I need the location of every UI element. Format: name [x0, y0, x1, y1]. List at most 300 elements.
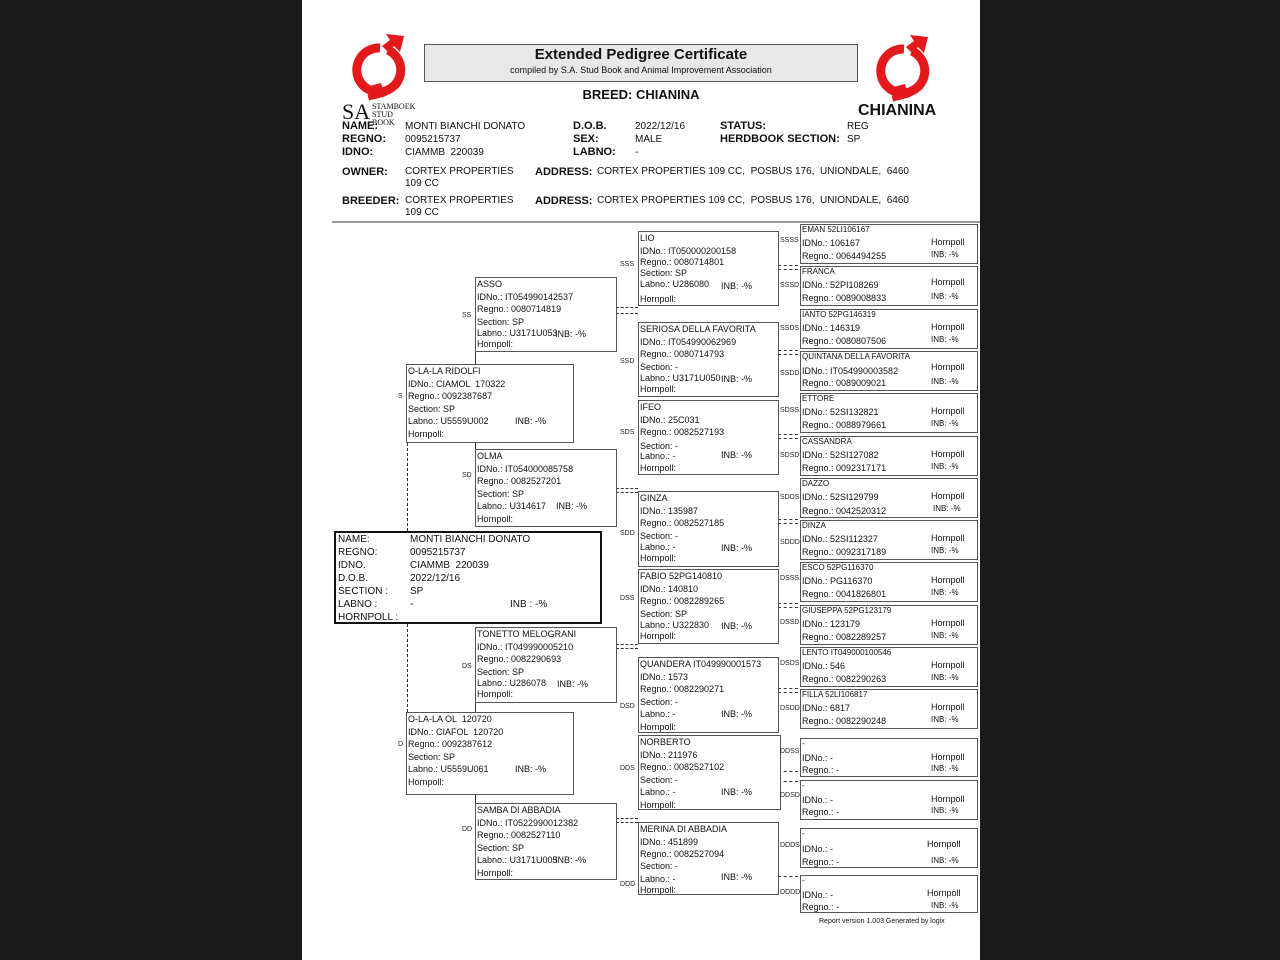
animal-section: Section: SP: [408, 751, 456, 762]
section-divider: [332, 221, 980, 223]
animal-regno: Regno.: -: [802, 765, 840, 775]
animal-inb: INB: -%: [931, 715, 959, 724]
animal-name: O-LA-LA OL 120720: [408, 714, 492, 724]
breeder-address: CORTEX PROPERTIES 109 CC, POSBUS 176, UNIONDALE, 6460: [597, 195, 909, 206]
pedigree-code: S: [398, 393, 403, 400]
animal-name: TONETTO MELOGRANI: [477, 629, 577, 639]
animal-section: Section: SP: [477, 316, 525, 327]
animal-idno: IDNo.: 123179: [802, 619, 861, 629]
animal-inb: INB: -%: [931, 419, 959, 428]
name-value: MONTI BIANCHI DONATO: [405, 121, 526, 132]
connector-line: [616, 488, 638, 489]
animal-hornpoll: Hornpoll: [927, 888, 961, 898]
animal-labno: Labno.: U3171U005: [477, 855, 558, 865]
pedigree-code: DDDS: [780, 842, 800, 849]
breeder-address-label: ADDRESS:: [535, 195, 593, 207]
animal-idno: IDNo.: 140810: [640, 583, 699, 594]
animal-hornpoll: Hornpoll:: [408, 428, 445, 439]
animal-section: Section: SP: [408, 403, 456, 414]
ggp-box-dss: [638, 569, 779, 644]
animal-hornpoll: Hornpoll:: [640, 631, 677, 641]
subject-value: CIAMMB 220039: [410, 560, 489, 571]
animal-name: FRANCA: [802, 267, 835, 276]
connector-line: [616, 492, 638, 493]
gen4-box: [800, 351, 978, 391]
animal-idno: IDNo.: IT050000200158: [640, 245, 737, 256]
animal-hornpoll: Hornpoll:: [408, 776, 445, 787]
animal-regno: Regno.: -: [802, 857, 840, 867]
animal-idno: IDNo.: 106167: [802, 238, 861, 248]
animal-inb: INB: -%: [721, 872, 753, 882]
animal-idno: IDNo.: 211976: [640, 749, 698, 760]
gen4-box: [800, 647, 978, 687]
animal-name: QUINTANA DELLA FAVORITA: [802, 352, 911, 361]
animal-labno: Labno.: U322830: [640, 620, 710, 630]
pedigree-code: SD: [462, 472, 472, 479]
animal-labno: Labno.: U314617: [477, 501, 547, 511]
certificate-subtitle: compiled by S.A. Stud Book and Animal Improvement Association: [510, 65, 772, 75]
animal-name: DINZA: [802, 521, 826, 530]
animal-regno: Regno.: -: [802, 807, 840, 817]
animal-section: Section: -: [640, 530, 679, 541]
connector-line: [778, 688, 798, 689]
animal-name: -: [802, 739, 805, 748]
certificate-title: Extended Pedigree Certificate: [534, 46, 748, 63]
owner-address-label: ADDRESS:: [535, 166, 593, 178]
sa-letters: SA: [342, 99, 371, 124]
animal-idno: IDNo.: -: [802, 795, 834, 805]
pedigree-code: DDS: [620, 765, 635, 772]
gen4-box: [800, 309, 978, 349]
animal-labno: Labno.: U3171U050: [640, 373, 721, 383]
animal-hornpoll: Hornpoll:: [640, 799, 677, 810]
animal-idno: IDNo.: 52SI129799: [802, 492, 879, 502]
animal-labno: Labno.: U286078: [477, 678, 547, 688]
animal-name: FABIO 52PG140810: [640, 571, 723, 581]
animal-hornpoll: Hornpoll: [931, 618, 965, 628]
ggp-box-ddd: [638, 822, 779, 895]
animal-idno: IDNo.: IT049990005210: [477, 641, 574, 652]
animal-regno: Regno.: 0092317171: [802, 463, 887, 473]
connector-line: [778, 607, 798, 608]
animal-name: ESCO 52PG116370: [802, 563, 874, 572]
animal-inb: INB: -%: [555, 329, 587, 339]
subject-value: SP: [410, 586, 424, 597]
animal-regno: Regno.: 0082290693: [477, 654, 562, 664]
regno-value: 0095215737: [405, 134, 461, 145]
animal-section: Section: SP: [477, 842, 525, 853]
owner-label: OWNER:: [342, 166, 388, 178]
owner-name-line2: 109 CC: [405, 178, 439, 189]
animal-regno: Regno.: 0082527193: [640, 427, 725, 437]
gen4-box: [800, 520, 978, 560]
animal-regno: Regno.: 0089008833: [802, 293, 887, 303]
ggp-box-sss: [638, 231, 779, 306]
pedigree-code: SSD: [620, 358, 635, 365]
animal-idno: IDNo.: 546: [802, 661, 846, 671]
pedigree-code: SDDD: [780, 539, 800, 546]
connector-line: [778, 519, 798, 520]
animal-regno: Regno.: 0080807506: [802, 336, 887, 346]
animal-inb: INB: -%: [931, 764, 959, 773]
dob-value: 2022/12/16: [635, 121, 686, 132]
breeder-name-line2: 109 CC: [405, 207, 439, 218]
animal-idno: IDNo.: -: [802, 890, 834, 900]
animal-regno: Regno.: 0088979661: [802, 420, 887, 430]
connector-line: [778, 692, 798, 693]
connector-line: [616, 818, 638, 819]
animal-hornpoll: Hornpoll:: [640, 384, 677, 394]
subject-key: LABNO :: [338, 599, 378, 610]
pedigree-code: SS: [462, 312, 472, 319]
subject-key: D.O.B.: [338, 573, 369, 584]
ggp-box-dds: [638, 735, 781, 810]
studbook-text: STUD BOOK: [372, 110, 395, 127]
breed-heading: BREED: CHIANINA: [582, 87, 700, 102]
animal-regno: Regno.: 0080714793: [640, 349, 725, 359]
animal-regno: Regno.: 0082290248: [802, 716, 887, 726]
animal-inb: INB: -%: [931, 335, 959, 344]
herdbook-label: HERDBOOK SECTION:: [720, 133, 840, 145]
grandparent-box-sd: [475, 449, 617, 527]
gen4-box: [800, 562, 978, 602]
pedigree-code: SDD: [620, 530, 635, 537]
idno-value: CIAMMB 220039: [405, 147, 484, 158]
stamboek-text: STAMBOEK: [372, 102, 416, 111]
grandparent-box-ss: [475, 277, 617, 352]
animal-idno: IDNo.: IT0522990012382: [477, 817, 579, 828]
connector-line: [475, 795, 476, 803]
animal-name: NORBERTO: [640, 737, 691, 747]
animal-name: ETTORE: [802, 394, 835, 403]
animal-idno: IDNo.: -: [802, 753, 834, 763]
status-value: REG: [847, 121, 869, 132]
connector-line: [778, 781, 798, 782]
animal-hornpoll: Hornpoll: [931, 702, 965, 712]
subject-value: MONTI BIANCHI DONATO: [410, 534, 531, 545]
dob-label: D.O.B.: [573, 120, 607, 132]
connector-line: [778, 603, 798, 604]
gen4-box: [800, 224, 978, 264]
animal-name: CASSANDRA: [802, 437, 852, 446]
animal-idno: IDNo.: PG116370: [802, 576, 873, 586]
dam-box: [406, 712, 574, 795]
chianina-logo: [858, 34, 952, 122]
pedigree-code: DDDD: [780, 889, 801, 896]
animal-name: OLMA: [477, 451, 503, 461]
subject-value: -: [410, 599, 414, 610]
animal-idno: IDNo.: IT054000085758: [477, 463, 574, 474]
animal-regno: Regno.: 0042520312: [802, 506, 887, 516]
pedigree-code: DSDS: [780, 660, 800, 667]
connector-line: [778, 269, 798, 270]
pedigree-code: SSSS: [780, 237, 799, 244]
animal-name: ASSO: [477, 279, 503, 289]
animal-section: Section: SP: [640, 268, 688, 278]
animal-idno: IDNo.: 6817: [802, 703, 851, 713]
animal-regno: Regno.: 0082289257: [802, 632, 887, 642]
animal-hornpoll: Hornpoll: [931, 322, 965, 332]
pedigree-code: DSDD: [780, 705, 800, 712]
animal-hornpoll: Hornpoll: [931, 449, 965, 459]
animal-idno: IDNo.: CIAFOL 120720: [408, 726, 504, 737]
regno-label: REGNO:: [342, 133, 386, 145]
animal-labno: Labno.: U5559U061: [408, 764, 489, 774]
animal-inb: INB: -%: [931, 292, 959, 301]
animal-labno: Labno.: -: [640, 874, 676, 884]
pedigree-code: SSS: [620, 261, 635, 268]
animal-name: O-LA-LA RIDOLFI: [408, 366, 481, 376]
animal-hornpoll: Hornpoll:: [640, 553, 677, 563]
gender-symbol-icon: [874, 34, 934, 106]
pedigree-code: DDSD: [780, 792, 800, 799]
herdbook-value: SP: [847, 134, 861, 145]
animal-hornpoll: Hornpoll:: [640, 885, 677, 895]
animal-idno: IDNo.: 451899: [640, 836, 699, 847]
chianina-wordmark: CHIANINA: [858, 102, 937, 119]
connector-line: [778, 350, 798, 351]
connector-line: [778, 354, 798, 355]
animal-inb: INB: -%: [931, 546, 959, 555]
animal-name: FILLA 52LI106817: [802, 690, 868, 699]
gen4-box: [800, 780, 978, 820]
gen4-box: [800, 605, 978, 645]
animal-idno: IDNo.: 146319: [802, 323, 861, 333]
pedigree-code: SSDS: [780, 325, 800, 332]
animal-labno: Labno.: -: [640, 709, 676, 719]
connector-line: [407, 443, 408, 531]
connector-line: [616, 648, 638, 649]
connector-line: [616, 307, 638, 308]
animal-regno: Regno.: 0080714819: [477, 304, 562, 314]
sex-value: MALE: [635, 134, 663, 145]
pedigree-code: SSSD: [780, 282, 800, 289]
animal-regno: Regno.: 0082527185: [640, 518, 725, 528]
animal-idno: IDNo.: 52SI112327: [802, 534, 878, 544]
animal-idno: IDNo.: 52SI132821: [802, 407, 879, 417]
animal-regno: Regno.: 0041826801: [802, 589, 887, 599]
animal-hornpoll: Hornpoll: [927, 839, 961, 849]
ggp-box-dsd: [638, 657, 779, 733]
title-box: [424, 44, 858, 82]
animal-name: GINZA: [640, 493, 668, 503]
pedigree-code: DD: [462, 826, 473, 833]
animal-hornpoll: Hornpoll: [931, 491, 965, 501]
sex-label: SEX:: [573, 133, 599, 145]
animal-regno: Regno.: 0082527094: [640, 849, 725, 859]
pedigree-code: DSS: [620, 595, 635, 602]
animal-regno: Regno.: 0092387612: [408, 739, 493, 749]
animal-regno: Regno.: -: [802, 902, 840, 912]
animal-inb: INB: -%: [721, 709, 753, 719]
gen4-box: [800, 393, 978, 433]
animal-inb: INB: -%: [721, 374, 753, 384]
ggp-box-sds: [638, 400, 779, 475]
connector-line: [778, 771, 798, 772]
animal-idno: IDNo.: 52SI127082: [802, 450, 879, 460]
pedigree-code: SSDD: [780, 370, 800, 377]
animal-hornpoll: Hornpoll: [931, 533, 965, 543]
pedigree-code: DSSD: [780, 619, 800, 626]
animal-labno: Labno.: -: [640, 451, 676, 461]
subject-key: SECTION :: [338, 586, 389, 597]
animal-name: LENTO IT049000100546: [802, 648, 892, 657]
connector-line: [616, 313, 638, 314]
animal-hornpoll: Hornpoll: [931, 362, 965, 372]
animal-name: SAMBA DI ABBADIA: [477, 805, 561, 815]
animal-regno: Regno.: 0082289265: [640, 596, 725, 606]
animal-inb: INB: -%: [721, 621, 753, 631]
animal-name: MERINA DI ABBADIA: [640, 824, 728, 834]
animal-inb: INB: -%: [721, 543, 753, 553]
animal-inb: INB: -%: [931, 250, 959, 259]
idno-label: IDNO:: [342, 146, 374, 158]
animal-name: EMAN 52LI106167: [802, 225, 870, 234]
animal-name: GIUSEPPA 52PG123179: [802, 606, 892, 615]
animal-inb: INB: -%: [721, 450, 753, 460]
animal-regno: Regno.: 0082527110: [477, 830, 561, 840]
animal-section: Section: SP: [640, 608, 688, 619]
animal-name: DAZZO: [802, 479, 830, 488]
labno-value: -: [635, 147, 639, 158]
animal-section: Section: -: [640, 441, 679, 451]
animal-regno: Regno.: 0089009021: [802, 378, 887, 388]
grandparent-box-dd: [475, 803, 617, 880]
animal-name: LIO: [640, 233, 655, 243]
animal-hornpoll: Hornpoll: [931, 277, 965, 287]
animal-inb: INB: -%: [931, 377, 959, 386]
name-label: NAME:: [342, 120, 379, 132]
owner-name-line1: CORTEX PROPERTIES: [405, 166, 514, 177]
animal-inb: INB: -%: [515, 764, 547, 774]
ggp-box-sdd: [638, 491, 779, 567]
gen4-box: [800, 875, 978, 913]
breeder-label: BREEDER:: [342, 195, 400, 207]
animal-inb: INB: -%: [931, 673, 959, 682]
animal-section: Section: SP: [477, 488, 525, 499]
animal-idno: IDNo.: IT054990142537: [477, 291, 574, 302]
animal-labno: Labno.: U3171U053: [477, 328, 558, 338]
animal-inb: INB: -%: [931, 901, 959, 910]
animal-name: QUANDERA IT049990001573: [640, 659, 762, 669]
animal-hornpoll: Hornpoll:: [477, 513, 514, 524]
animal-name: -: [802, 781, 805, 790]
animal-hornpoll: Hornpoll: [931, 406, 965, 416]
animal-labno: Labno.: -: [640, 787, 676, 797]
animal-labno: Labno.: U5559U002: [408, 416, 489, 426]
sire-box: [406, 364, 574, 443]
gen4-box: [800, 738, 978, 777]
grandparent-box-ds: [475, 627, 617, 703]
animal-name: -: [802, 876, 805, 885]
animal-regno: Regno.: 0082527102: [640, 762, 725, 772]
pedigree-code: SDDS: [780, 494, 800, 501]
connector-line: [407, 624, 408, 712]
animal-hornpoll: Hornpoll: [931, 752, 965, 762]
animal-idno: IDNo.: 52PI108269: [802, 280, 879, 290]
connector-line: [778, 523, 798, 524]
animal-inb: INB: -%: [933, 504, 961, 513]
animal-hornpoll: Hornpoll:: [640, 293, 677, 304]
animal-idno: IDNo.: 135987: [640, 505, 699, 516]
animal-section: Section: -: [640, 361, 679, 372]
pedigree-code: DDSS: [780, 748, 800, 755]
animal-hornpoll: Hornpoll: [931, 575, 965, 585]
pedigree-code: DSD: [620, 703, 635, 710]
animal-hornpoll: Hornpoll:: [640, 721, 677, 732]
animal-regno: Regno.: 0080714801: [640, 257, 725, 267]
animal-inb: INB: -%: [931, 806, 959, 815]
animal-hornpoll: Hornpoll:: [640, 463, 677, 473]
animal-inb: INB: -%: [556, 501, 588, 511]
animal-inb: INB: -%: [557, 679, 589, 689]
animal-hornpoll: Hornpoll:: [477, 689, 514, 699]
breeder-name-line1: CORTEX PROPERTIES: [405, 195, 514, 206]
animal-section: Section: SP: [477, 666, 525, 677]
animal-idno: IDNo.: IT054990003582: [802, 366, 899, 376]
connector-line: [778, 438, 798, 439]
animal-section: Section: -: [640, 696, 679, 707]
animal-inb: INB: -%: [931, 856, 959, 865]
pedigree-code: SDSS: [780, 407, 800, 414]
connector-line: [616, 822, 638, 823]
animal-idno: IDNo.: -: [802, 844, 834, 854]
animal-section: Section: -: [640, 861, 679, 871]
pedigree-code: D: [398, 741, 404, 748]
animal-inb: INB: -%: [515, 416, 547, 426]
connector-line: [778, 265, 798, 266]
animal-hornpoll: Hornpoll:: [477, 339, 514, 349]
animal-regno: Regno.: 0082290271: [640, 684, 725, 694]
subject-key: IDNO.: [338, 560, 366, 571]
animal-hornpoll: Hornpoll: [931, 237, 965, 247]
animal-regno: Regno.: 0064494255: [802, 251, 887, 261]
animal-regno: Regno.: 0082290263: [802, 674, 887, 684]
animal-labno: Labno.: -: [640, 542, 676, 552]
animal-name: SERIOSA DELLA FAVORITA: [640, 324, 756, 334]
subject-inb: INB : -%: [510, 599, 548, 610]
animal-inb: INB: -%: [931, 631, 959, 640]
ggp-box-ssd: [638, 322, 779, 397]
animal-hornpoll: Hornpoll: [931, 660, 965, 670]
animal-name: IANTO 52PG146319: [802, 310, 876, 319]
animal-idno: IDNo.: 1573: [640, 671, 689, 682]
animal-section: Section: -: [640, 774, 679, 785]
animal-idno: IDNo.: CIAMOL 170322: [408, 378, 506, 389]
animal-inb: INB: -%: [721, 281, 753, 291]
animal-regno: Regno.: 0092387687: [408, 391, 493, 401]
gen4-box: [800, 689, 978, 729]
connector-line: [778, 434, 798, 435]
subject-key: REGNO:: [338, 547, 378, 558]
subject-animal-box: [334, 531, 602, 624]
animal-name: -: [802, 829, 805, 838]
status-label: STATUS:: [720, 120, 767, 132]
gen4-box: [800, 478, 978, 518]
pedigree-code: DDD: [620, 881, 636, 888]
animal-inb: INB: -%: [931, 462, 959, 471]
subject-key: HORNPOLL :: [338, 612, 399, 623]
animal-hornpoll: Hornpoll:: [477, 867, 514, 878]
animal-inb: INB: -%: [721, 787, 753, 797]
gen4-box: [800, 828, 978, 868]
animal-inb: INB: -%: [555, 855, 587, 865]
animal-inb: INB: -%: [931, 588, 959, 597]
animal-name: IFEO: [640, 402, 662, 412]
connector-line: [778, 876, 798, 877]
animal-hornpoll: Hornpoll: [931, 794, 965, 804]
gen4-box: [800, 436, 978, 476]
